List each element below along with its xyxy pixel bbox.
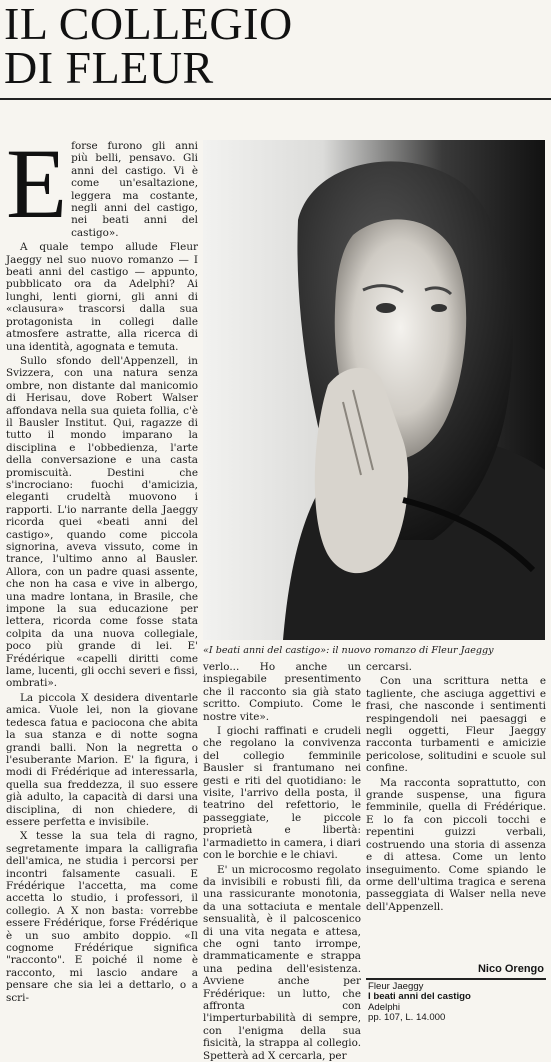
paragraph: Sullo sfondo dell'Appenzell, in Svizzera, con una natura senza ombre, non distante dal manicomio di Herisau, dove Robert Walser affondava nella sua quieta follia, c'è il Bausler Institut. Qui, ragazze di tutto il mondo imparano la disciplina e l'obbedienza, l'arte della conversazione e una casta promiscuità. Destini che s'incrociano: fuochi d'amicizia, eleganti crudeltà muovono i rapporti. L'io narrante della Jaeggy ricorda quei «beati anni del castigo», quando come piccola signorina, aveva vissuto, come in trance, l'ultimo anno al Bausler. Allora, con un padre quasi assente, che non ha casa e vive in albergo, una madre lontana, in Brasile, che impone la sua educazione per lettera, ricorda come fosse stata colpita da una nuova collegiale, poco più grande di lei. E' Frédérique «capelli diritti come lame, lucenti, gli occhi severi e fissi, ombrati». [6,355,198,690]
headline [4,2,304,90]
book-info [368,982,546,1024]
article-column-2 [203,661,361,1023]
book-publisher: Adelphi [368,1003,546,1013]
headline-rule [0,98,551,100]
paragraph: verlo... Ho anche un inspiegabile presentimento che il racconto sia già stato scritto. Compiuto. Come le nostre vite». [203,661,361,723]
author-signature: Nico Orengo [366,963,544,975]
book-title: I beati anni del castigo [368,992,546,1002]
paragraph: cercarsi. [366,661,546,673]
paragraph: La piccola X desidera diventarle amica. Vuole lei, non la giovane tedesca fatua e paciocona che abita la sua stanza e di notte sogna grandi balli. Non la negretta o l'esuberante Marion. E' la figura, i modi di Frédérique ad interessarla, quella sua freddezza, il suo essere già adulto, la capacità di darsi una disciplina, di non chiedere, di essere perfetta e invisibile. [6,692,198,828]
paragraph: Ma racconta soprattutto, con grande suspense, una figura femminile, quella di Frédérique. E lo fa con piccoli tocchi e repentini guizzi verbali, costruendo una storia di assenza e di attesa. Come un lento inseguimento. Come spiando le orme dell'ultima tragica e serena passeggiata di Walser nella neve dell'Appenzell. [366,777,546,913]
headline-line-1: IL COLLEGIO [4,0,293,49]
signature-rule [366,978,546,980]
headline-line-2: DI FLEUR [4,42,214,93]
book-details: pp. 107, L. 14.000 [368,1013,546,1023]
paragraph: forse furono gli anni più belli, pensavo. Gli anni del castigo. Vi è come un'esaltazione, leggera ma costante, negli anni del castigo, nei beati anni del castigo». [6,140,198,239]
article-column-1 [6,140,198,1024]
paragraph: A quale tempo allude Fleur Jaeggy nel suo nuovo romanzo — I beati anni del castigo — appunto, pubblicato ora da Adelphi? Ai lunghi, lenti giorni, gli anni di «clausura» trascorsi dalla sua protagonista in collegi dalle atmosfere astratte, alla ricerca di una identità, agognata e temuta. [6,241,198,353]
drop-cap: E [6,142,67,228]
paragraph: I giochi raffinati e crudeli che regolano la convivenza del collegio femminile Bausler si frantumano nei gesti e riti del quotidiano: le visite, l'arrivo della posta, il teatrino del refettorio, le passeggiate, le piccole proprietà e libertà: l'armadietto in camera, i diari con le borchie e le chiavi. [203,725,361,861]
author-photo [203,140,545,640]
book-author: Fleur Jaeggy [368,982,546,992]
paragraph: Con una scrittura netta e tagliente, che asciuga aggettivi e frasi, che nasconde i sentimenti respingendoli nei paesaggi e negli oggetti, Fleur Jaeggy racconta turbamenti e amicizie pericolose, solitudini e scuole sul confine. [366,675,546,774]
paragraph: X tesse la sua tela di ragno, segretamente impara la calligrafia dell'amica, ne studia i percorsi per incontri falsamente casuali. E Frédérique l'accetta, ma come accetta lo studio, i professori, il collegio. A X non basta: vorrebbe essere Frédérique, forse Frédérique è un suo ambito doppio. «Il cognome Frédérique significa "racconto". E poiché il nome è racconto, mi lascio andare a pensare che sia lei a dettarlo, o a scri- [6,830,198,1004]
photo-caption: «I beati anni del castigo»: il nuovo romanzo di Fleur Jaeggy [203,645,548,656]
paragraph: E' un microcosmo regolato da invisibili e robusti fili, da una rassicurante monotonia, da una sottaciuta e mentale sensualità, è il palcoscenico di una vita negata e attesa, che ogni tanto irrompe, drammaticamente e strappa una pedina dell'esistenza. Avviene anche per Frédérique: un lutto, che affronta con l'imperturbabilità di sempre, con l'enigma della sua fisicità, la strappa al collegio. Spetterà ad X cercarla, per [203,864,361,1062]
portrait-image [203,140,545,640]
